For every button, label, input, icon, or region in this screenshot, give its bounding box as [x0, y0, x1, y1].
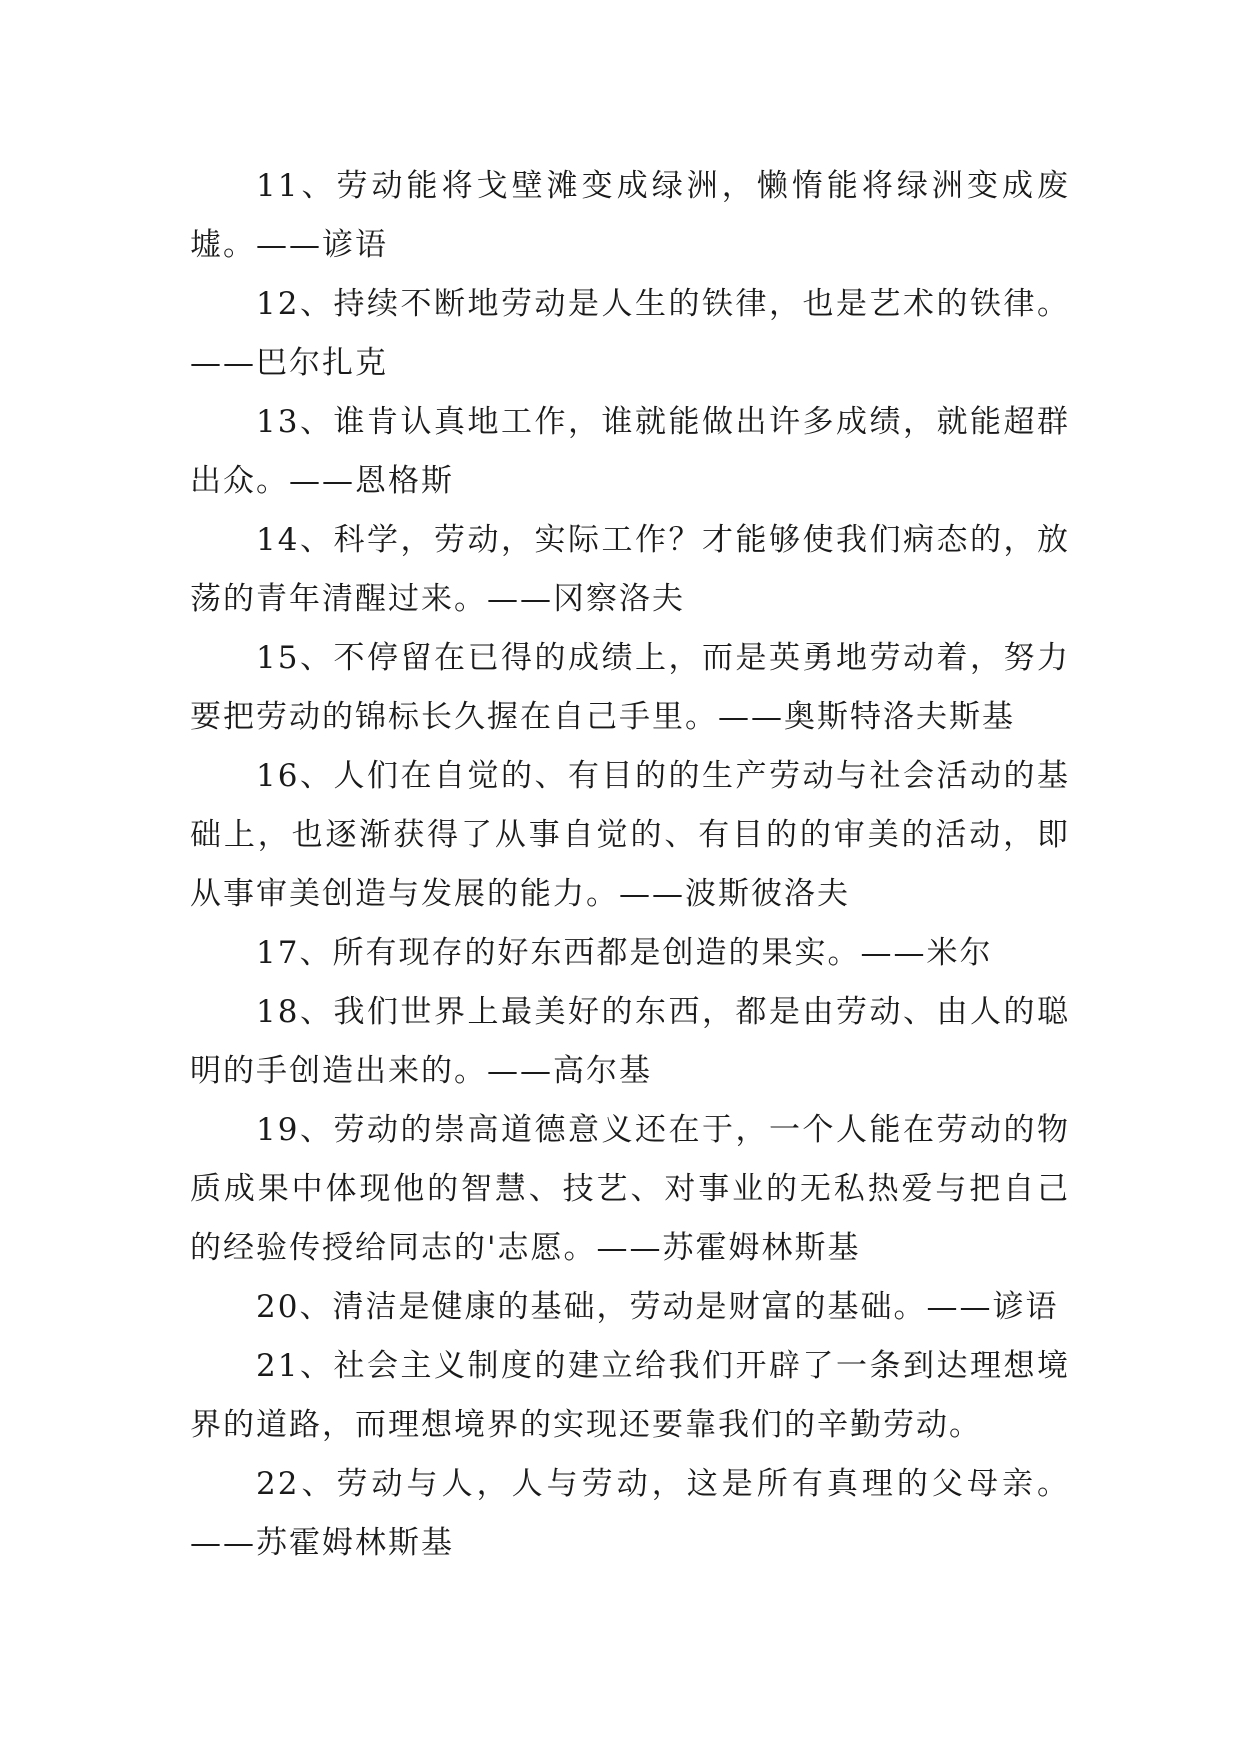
quote-paragraph-18: 18、我们世界上最美好的东西，都是由劳动、由人的聪明的手创造出来的。——高尔基 [190, 994, 1070, 1089]
quote-paragraph-12: 12、持续不断地劳动是人生的铁律，也是艺术的铁律。——巴尔扎克 [190, 286, 1070, 381]
quote-paragraph-14: 14、科学，劳动，实际工作？才能够使我们病态的，放荡的青年清醒过来。——冈察洛夫 [190, 522, 1070, 617]
quote-paragraph-13: 13、谁肯认真地工作，谁就能做出许多成绩，就能超群出众。——恩格斯 [190, 404, 1070, 499]
quote-paragraph-16: 16、人们在自觉的、有目的的生产劳动与社会活动的基础上，也逐渐获得了从事自觉的、有目的的审美的活动，即从事审美创造与发展的能力。——波斯彼洛夫 [190, 758, 1070, 912]
quote-paragraph-15: 15、不停留在已得的成绩上，而是英勇地劳动着，努力要把劳动的锦标长久握在自己手里。——奥斯特洛夫斯基 [190, 640, 1070, 735]
quote-paragraph-20: 20、清洁是健康的基础，劳动是财富的基础。——谚语 [256, 1289, 1059, 1325]
quote-paragraph-22: 22、劳动与人，人与劳动，这是所有真理的父母亲。——苏霍姆林斯基 [190, 1466, 1070, 1561]
quote-paragraph-17: 17、所有现存的好东西都是创造的果实。——米尔 [256, 935, 993, 971]
quote-paragraph-21: 21、社会主义制度的建立给我们开辟了一条到达理想境界的道路，而理想境界的实现还要靠我们的辛勤劳动。 [190, 1348, 1070, 1443]
quote-paragraph-11: 11、劳动能将戈壁滩变成绿洲，懒惰能将绿洲变成废墟。——谚语 [190, 168, 1070, 263]
quote-list [190, 157, 1070, 1573]
quote-paragraph-19: 19、劳动的崇高道德意义还在于，一个人能在劳动的物质成果中体现他的智慧、技艺、对事业的无私热爱与把自己的经验传授给同志的'志愿。——苏霍姆林斯基 [190, 1112, 1070, 1266]
